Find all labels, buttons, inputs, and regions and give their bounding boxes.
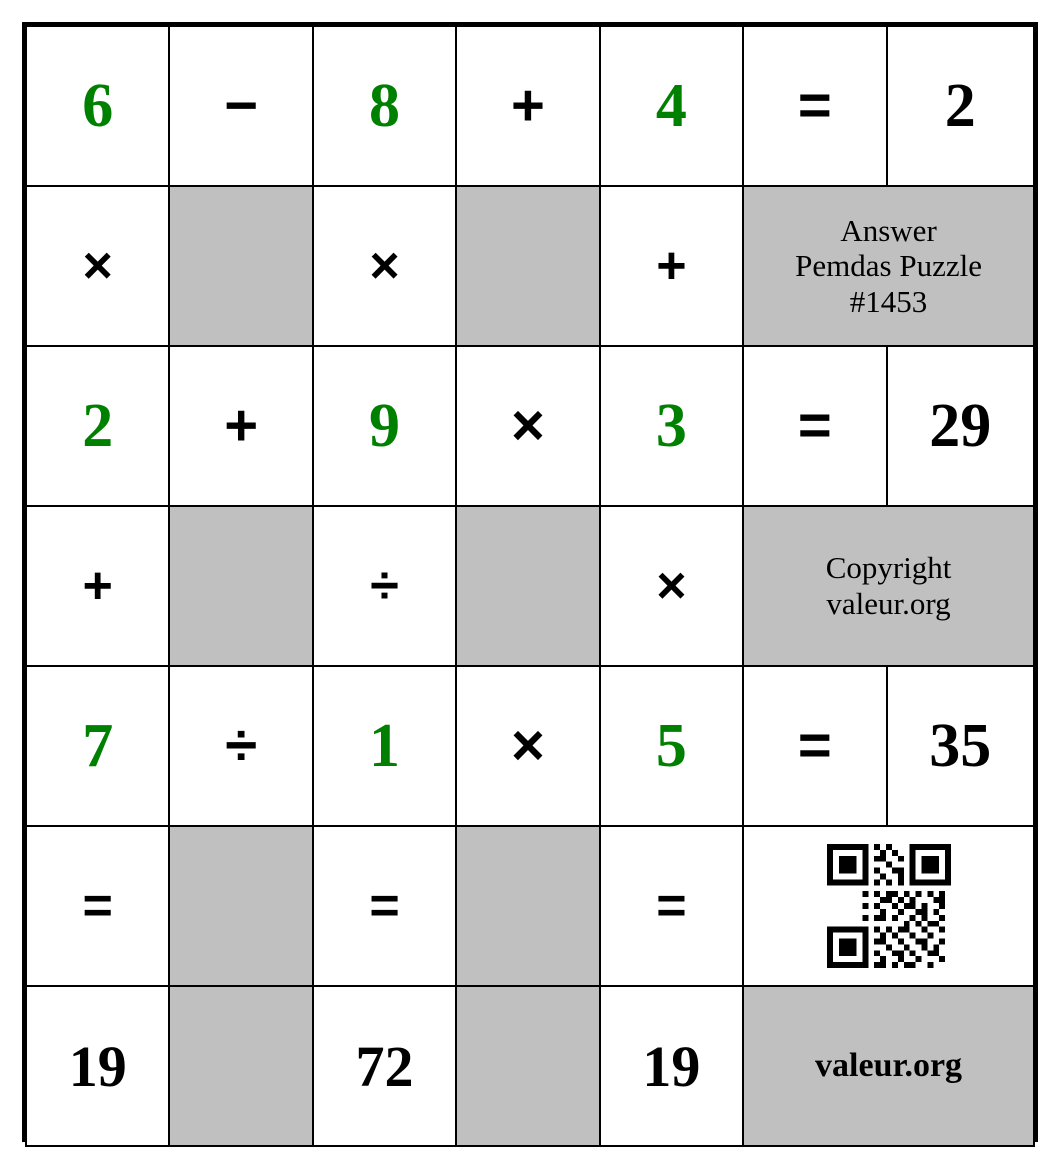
cell-r7c1-sum: 19 [26,986,169,1146]
cell-r1c7-result: 2 [887,26,1034,186]
cell-r7c5-sum: 19 [600,986,743,1146]
cell-r3c5-digit[interactable]: 3 [600,346,743,506]
cell-r1c6-equals: = [743,26,886,186]
cell-r6c5-equals: = [600,826,743,986]
cell-r3c3-digit[interactable]: 9 [313,346,456,506]
cell-r2c2-blank [169,186,312,346]
cell-r6c3-equals: = [313,826,456,986]
cell-r3c6-equals: = [743,346,886,506]
cell-r3c4-operator: × [456,346,599,506]
cell-r3c2-operator: + [169,346,312,506]
brand-label[interactable]: valeur.org [743,986,1034,1146]
equals-row-6 [26,826,1034,986]
cell-r2c4-blank [456,186,599,346]
pemdas-puzzle-grid [22,22,1038,1142]
cell-r1c4-operator: + [456,26,599,186]
cell-r4c5-operator: × [600,506,743,666]
cell-r5c2-operator: ÷ [169,666,312,826]
cell-r7c4-blank [456,986,599,1146]
cell-r3c7-result: 29 [887,346,1034,506]
operator-row-4 [26,506,1034,666]
cell-r1c3-digit[interactable]: 8 [313,26,456,186]
cell-r4c3-operator: ÷ [313,506,456,666]
info-line-3: #1453 [849,283,928,319]
cell-r5c7-result: 35 [887,666,1034,826]
copyright-box [743,506,1034,666]
cell-r5c1-digit[interactable]: 7 [26,666,169,826]
equation-row-5 [26,666,1034,826]
cell-r6c1-equals: = [26,826,169,986]
qr-code-icon [827,844,951,968]
cell-r2c3-operator: × [313,186,456,346]
copyright-line-1: Copyright [825,550,952,586]
copyright-line-2: valeur.org [826,586,951,621]
cell-r5c6-equals: = [743,666,886,826]
cell-r1c5-digit[interactable]: 4 [600,26,743,186]
cell-r5c5-digit[interactable]: 5 [600,666,743,826]
cell-r7c2-blank [169,986,312,1146]
cell-r1c1-digit[interactable]: 6 [26,26,169,186]
cell-r6c4-blank [456,826,599,986]
cell-r4c4-blank [456,506,599,666]
cell-r5c3-digit[interactable]: 1 [313,666,456,826]
cell-r2c5-operator: + [600,186,743,346]
puzzle-info-box [743,186,1034,346]
cell-r4c1-operator: + [26,506,169,666]
puzzle-table [25,25,1035,1147]
equation-row-1 [26,26,1034,186]
operator-row-2 [26,186,1034,346]
info-line-1: Answer [840,212,937,248]
cell-r2c1-operator: × [26,186,169,346]
equation-row-3 [26,346,1034,506]
cell-r3c1-digit[interactable]: 2 [26,346,169,506]
cell-r4c2-blank [169,506,312,666]
cell-r6c2-blank [169,826,312,986]
column-sums-row [26,986,1034,1146]
cell-r5c4-operator: × [456,666,599,826]
cell-r1c2-operator: − [169,26,312,186]
qr-code-cell[interactable] [743,826,1034,986]
info-line-2: Pemdas Puzzle [795,248,982,284]
cell-r7c3-sum: 72 [313,986,456,1146]
